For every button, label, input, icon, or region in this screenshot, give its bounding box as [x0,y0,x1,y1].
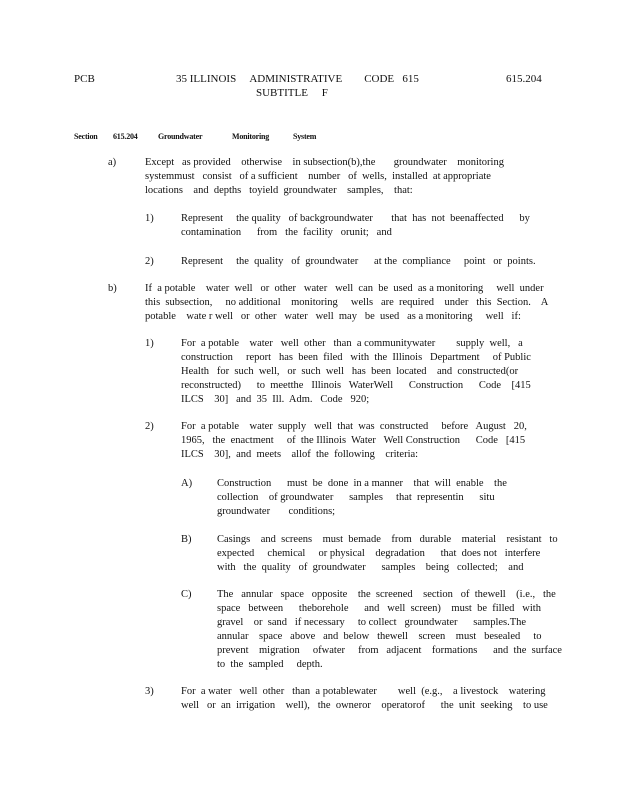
item-b2-line: ILCS 30], and meets allof the following criteria: [181,449,419,460]
item-b3-line: well or an irrigation well), the ownеror operatorof the unit seeking to use [181,700,548,711]
item-a2-text [181,255,536,269]
item-b2-text [181,420,526,462]
section-title-word-1: Groundwater [158,132,203,141]
item-a1-label: 1) [145,213,154,224]
item-b2a-line: collection of groundwater samples that representin situ [217,492,495,503]
item-b1-line: ILCS 30] and 35 Ill. Adm. Code 920; [181,394,370,405]
item-b3-line: For a water well other than a potablewater well (e.g., a livestock watering [181,686,546,697]
item-a-line: systemmust consist of a sufficient number of wells, installed at appropriate [145,171,491,182]
item-b2c-text [217,588,562,672]
item-b-line: this subsection, no additional monitoring wells are required under this Section. A [145,297,549,308]
item-b2a-line: Construction must be done in a manner that will enable the [217,478,507,489]
section-label: Section [74,132,98,141]
item-b3-text [181,685,548,713]
item-b2a-label: A) [181,478,193,489]
section-title-word-3: System [293,132,317,141]
item-b2b-line: expected chemical or physical degradation that does not interfere [217,548,541,559]
item-b1-line: construction report has been filed with the Illinois Department of Public [181,352,531,363]
item-b-text [145,282,549,324]
item-b2-line: For a potable water supply well that was constructed before August 20, [181,421,527,432]
item-b2c-line: space between theborehole and well screen) must be filled with [217,603,541,614]
section-number: 615.204 [113,132,138,141]
section-title-word-2: Monitoring [232,132,270,141]
item-b2a-line: groundwater conditions; [217,506,336,517]
item-a1-text [181,212,530,240]
item-b-line: potable wate r well or other water well may be used as a monitoring well if: [145,311,521,322]
item-b2c-line: prevent migration ofwater from adjacent formations and the surface [217,645,562,656]
item-b2b-label: B) [181,534,192,545]
item-b2c-line: The annular space opposite the screened section of thewell (i.e., the [217,589,556,600]
header-title: 35 ILLINOIS ADMINISTRATIVE CODE 615 [176,73,419,85]
item-a-label: a) [108,157,117,168]
item-b2-line: 1965, the enactment of the Illinois Water Well Construction Code [415 [181,435,526,446]
item-b2a-text [217,477,537,519]
header-left: PCB [74,73,95,85]
item-b2b-text [217,533,558,575]
item-b2c-line: annular space above and below thewell screen must besealed to [217,631,542,642]
item-b2c-line: gravel or sand if necessary to collect groundwater samples.The [217,617,527,628]
item-a1-line: contamination from the facility orunit; and [181,227,392,238]
item-b2c-label: C) [181,589,192,600]
item-b1-line: reconstructed) to meetthe Illinois WaterWell Construction Code [415 [181,380,531,391]
item-b2c-line: to the sampled depth. [217,659,323,670]
item-b-label: b) [108,283,117,294]
item-a-text [145,156,505,198]
item-a-line: Except as provided otherwise in subsection(b),the groundwater monitoring [145,157,504,168]
header-right: 615.204 [506,73,542,85]
item-a2-line: Represent the quality of groundwater at the compliance point or points. [181,256,536,267]
item-a-line: locations and depths toyield groundwater samples, that: [145,185,413,196]
item-a1-line: Represent the quality of backgroundwater that has not beenaffected by [181,213,530,224]
item-a2-label: 2) [145,256,154,267]
item-b2b-line: Casings and screens must bemade from durable material resistant to [217,534,558,545]
item-b1-line: For a potable water well other than a communitywater supply well, a [181,338,523,349]
item-b1-line: Health for such well, or such well has been located and constructed(or [181,366,519,377]
item-b2b-line: with the quality of groundwater samples being collected; and [217,562,524,573]
item-b1-text [181,337,531,407]
item-b-line: If a potable water well or other water well can be used as a monitoring well under [145,283,544,294]
item-b2-label: 2) [145,421,154,432]
header-subtitle: SUBTITLE F [256,87,328,99]
item-b1-label: 1) [145,338,154,349]
item-b3-label: 3) [145,686,154,697]
